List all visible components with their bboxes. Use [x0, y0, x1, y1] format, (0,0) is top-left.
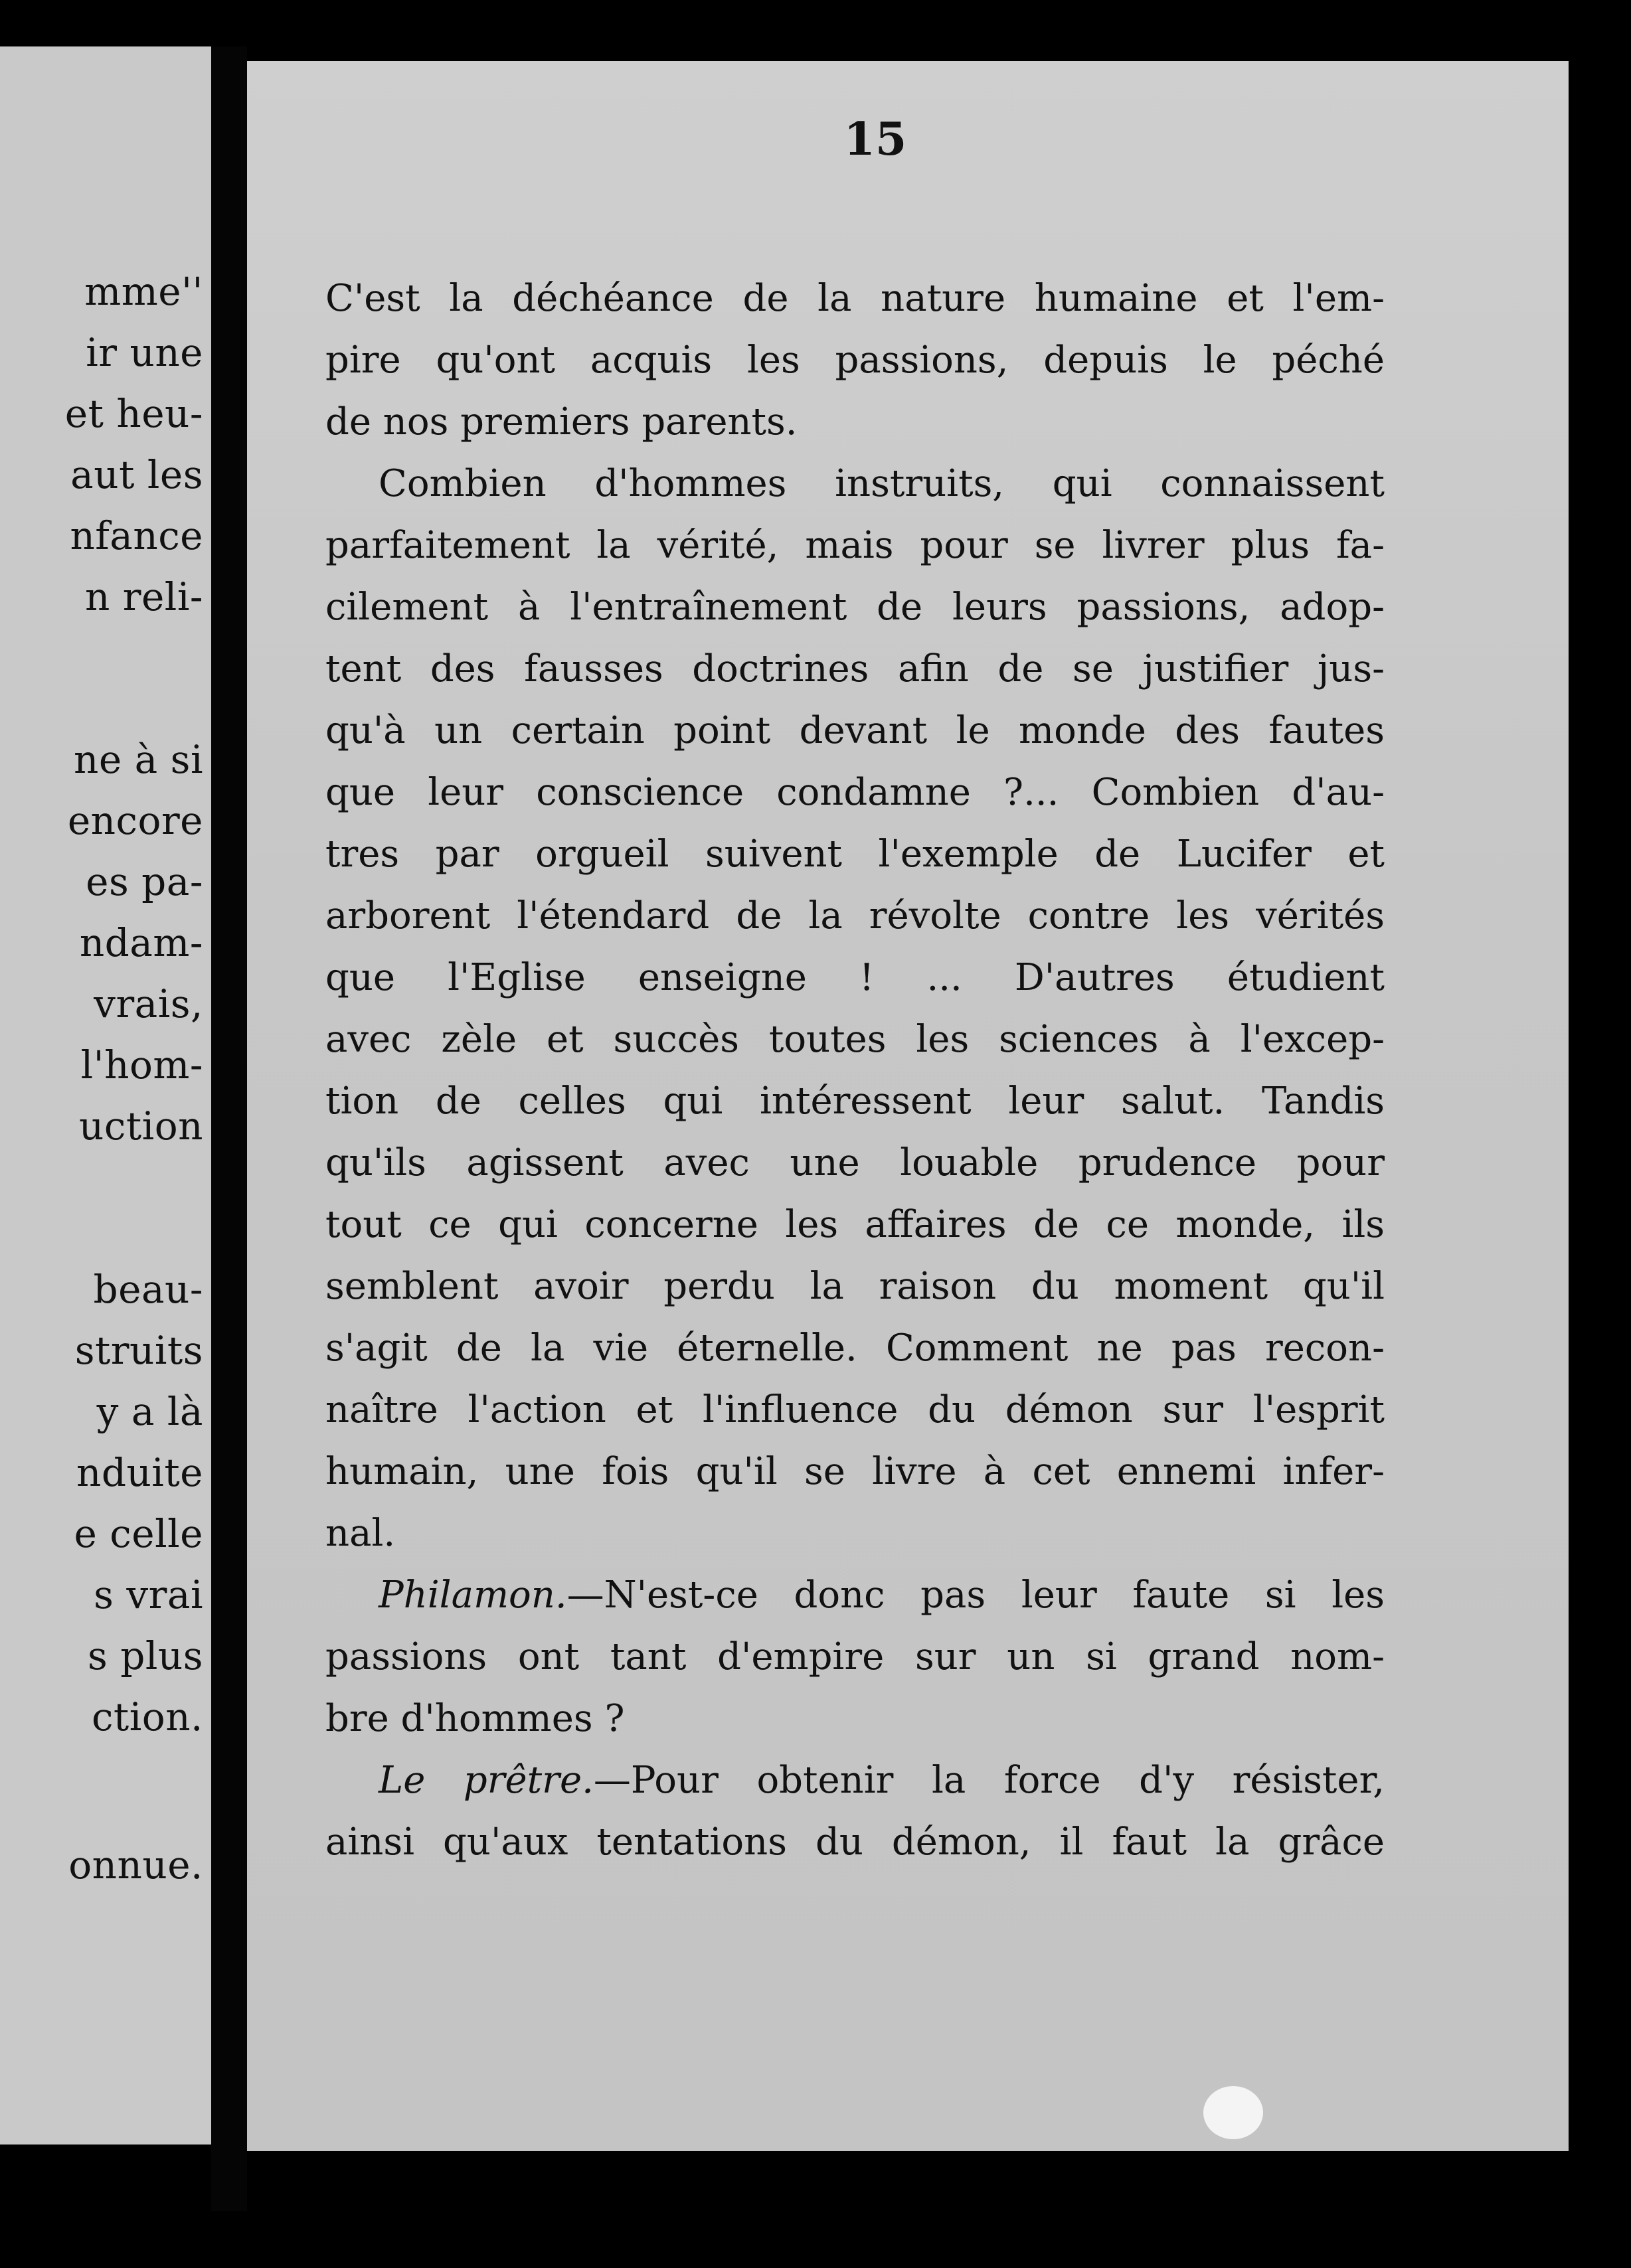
left-page-line: s plus: [88, 1633, 203, 1678]
left-page-line: nfance: [70, 513, 203, 558]
text-line: tout ce qui concerne les affaires de ce monde, ils: [325, 1203, 1385, 1246]
left-page-line: struits: [74, 1328, 203, 1373]
paper-blemish: [1203, 2086, 1263, 2139]
left-page-line: uction: [79, 1103, 203, 1149]
text-line: parfaitement la vérité, mais pour se livrer plus fa-: [325, 524, 1385, 567]
text-line: s'agit de la vie éternelle. Comment ne pas recon-: [325, 1327, 1385, 1370]
left-page-line: ction.: [91, 1694, 203, 1740]
text-line: pire qu'ont acquis les passions, depuis le péché: [325, 339, 1385, 382]
left-page-line: y a là: [96, 1389, 203, 1434]
left-page-line: ne à si: [74, 737, 203, 782]
left-page-line: ir une: [86, 330, 203, 375]
text-line: qu'à un certain point devant le monde des fautes: [325, 709, 1385, 752]
dialogue-line: [325, 1749, 1385, 1811]
left-page-line: l'hom-: [80, 1042, 203, 1088]
text-line: semblent avoir perdu la raison du moment qu'il: [325, 1265, 1385, 1308]
left-page-line: ndam-: [79, 920, 203, 965]
left-page-line: beau-: [93, 1267, 203, 1312]
text-line: bre d'hommes ?: [325, 1697, 625, 1740]
dialogue-text: —N'est-ce donc pas leur faute si les: [566, 1574, 1385, 1617]
left-page-line: nduite: [76, 1450, 203, 1495]
text-line: de nos premiers parents.: [325, 400, 798, 444]
text-line: tion de celles qui intéressent leur salut. Tandis: [325, 1080, 1385, 1123]
text-line: nal.: [325, 1512, 396, 1555]
left-page-line: encore: [67, 798, 203, 843]
text-line: humain, une fois qu'il se livre à cet ennemi infer-: [325, 1450, 1385, 1493]
left-page-line: es pa-: [86, 859, 203, 904]
left-page-line: e celle: [74, 1511, 203, 1556]
book-gutter: [211, 46, 247, 2211]
text-line: que l'Eglise enseigne ! ... D'autres étudient: [325, 956, 1385, 999]
text-line: naître l'action et l'influence du démon sur l'esprit: [325, 1388, 1385, 1431]
left-page-line: mme'': [84, 269, 203, 314]
text-line: ainsi qu'aux tentations du démon, il faut la grâce: [325, 1821, 1385, 1864]
left-page-line: n reli-: [84, 574, 203, 619]
speaker-name: Philamon.: [379, 1574, 567, 1617]
text-line: que leur conscience condamne ?... Combien d'au-: [325, 771, 1385, 814]
speaker-name: Le prêtre.: [379, 1759, 594, 1802]
page-number: 15: [843, 113, 907, 166]
dialogue-text: —Pour obtenir la force d'y résister,: [593, 1759, 1385, 1802]
text-line: tres par orgueil suivent l'exemple de Lucifer et: [325, 833, 1385, 876]
text-line: passions ont tant d'empire sur un si grand nom-: [325, 1635, 1385, 1678]
left-page-line: et heu-: [64, 391, 203, 436]
text-line: C'est la déchéance de la nature humaine et l'em-: [325, 277, 1385, 320]
left-page-line: aut les: [70, 452, 203, 497]
text-line: arborent l'étendard de la révolte contre les vérités: [325, 894, 1385, 937]
left-page-line: onnue.: [68, 1842, 203, 1888]
text-line: qu'ils agissent avec une louable prudence pour: [325, 1141, 1385, 1184]
text-line: tent des fausses doctrines afin de se justifier jus-: [325, 647, 1385, 690]
left-page-line: s vrai: [94, 1572, 203, 1617]
left-page-line: vrais,: [94, 981, 203, 1026]
left-facing-page: [0, 46, 211, 2145]
text-line: avec zèle et succès toutes les sciences à l'excep-: [325, 1018, 1385, 1061]
dialogue-line: [325, 1564, 1385, 1626]
text-line: Combien d'hommes instruits, qui connaissent: [379, 462, 1385, 505]
text-line: cilement à l'entraînement de leurs passions, adop-: [325, 586, 1385, 629]
page-body: [325, 268, 1385, 1873]
